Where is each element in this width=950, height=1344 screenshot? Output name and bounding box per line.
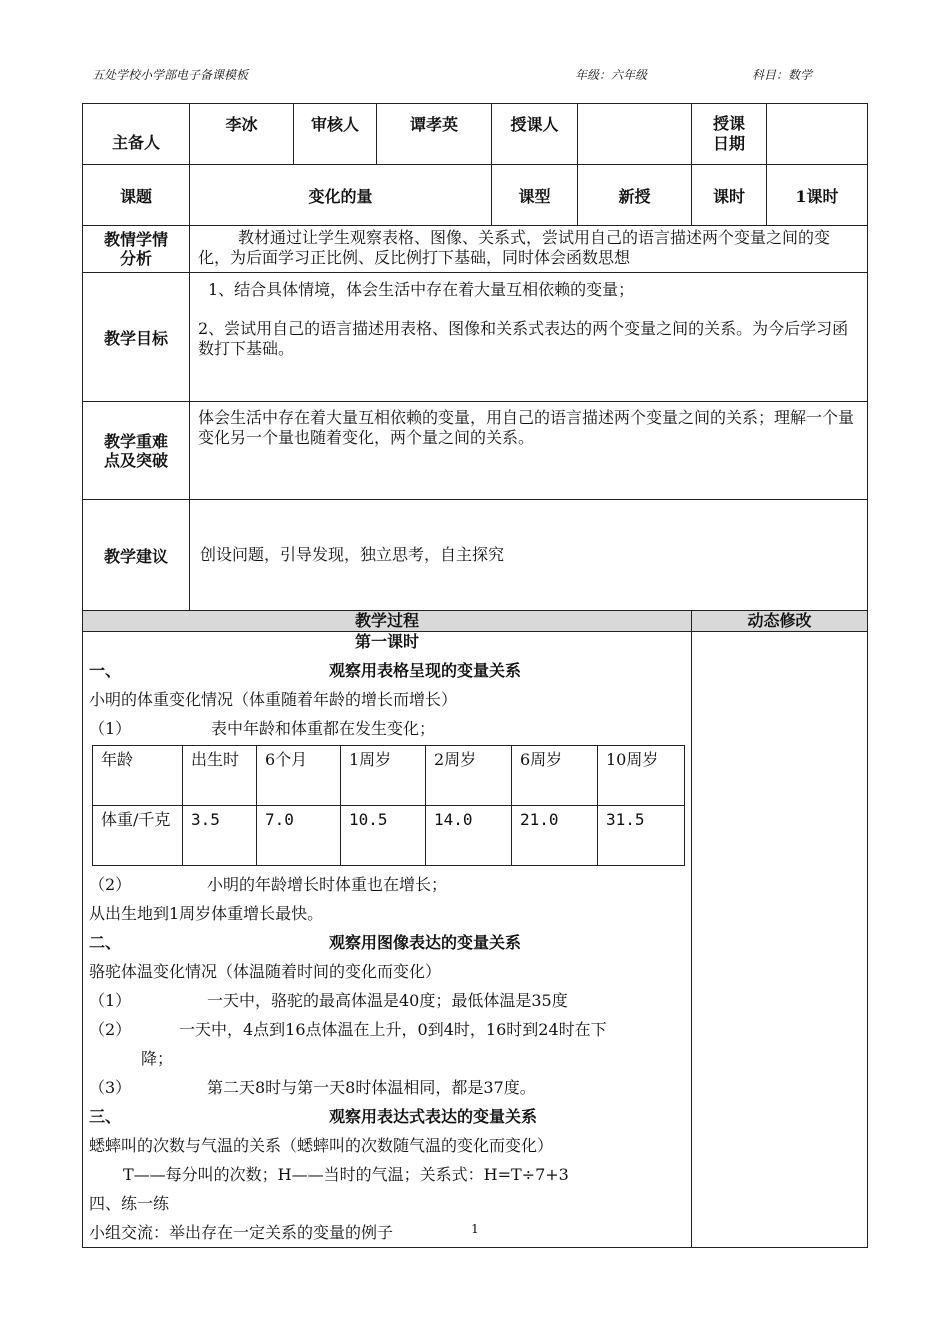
section-3-title: 三、 观察用表达式表达的变量关系 — [89, 1107, 538, 1126]
hours-label: 课时 — [692, 165, 767, 226]
lesson-plan-table — [82, 103, 868, 1248]
lead-label: 主备人 — [83, 104, 190, 165]
table-header-cell: 10周岁 — [598, 746, 685, 806]
reviewer-value: 谭孝英 — [377, 104, 492, 165]
advice-label: 教学建议 — [83, 500, 190, 611]
section-3-intro: 蟋蟀叫的次数与气温的关系（蟋蟀叫的次数随气温的变化而变化） — [89, 1136, 554, 1155]
topic-label: 课题 — [83, 165, 190, 226]
table-cell: 14.0 — [426, 806, 512, 866]
section-2-point-1: （1） 一天中，骆驼的最高体温是40度；最低体温是35度 — [89, 991, 568, 1010]
goals-label: 教学目标 — [83, 273, 190, 402]
process-body — [83, 632, 692, 1248]
reviewer-label: 审核人 — [294, 104, 377, 165]
analysis-text: 教材通过让学生观察表格、图像、关系式，尝试用自己的语言描述两个变量之间的变化，为后面学习正比例、反比例打下基础，同时体会函数思想 — [190, 226, 868, 273]
section-2-point-3: （3） 第二天8时与第一天8时体温相同，都是37度。 — [89, 1078, 536, 1097]
revise-column — [692, 632, 868, 1248]
keypoints-label: 教学重难 点及突破 — [83, 402, 190, 500]
section-1-intro: 小明的体重变化情况（体重随着年龄的增长而增长） — [89, 690, 458, 709]
table-header-cell: 年龄 — [93, 746, 183, 806]
table-cell: 31.5 — [598, 806, 685, 866]
goals-text: 1、结合具体情境，体会生活中存在着大量互相依赖的变量； 2、尝试用自己的语言描述用表格、图像和关系式表达的两个变量之间的关系。为今后学习函数打下基础。 — [190, 273, 868, 402]
revise-header: 动态修改 — [692, 611, 868, 632]
lead-value: 李冰 — [190, 104, 294, 165]
section-1-title: 一、 观察用表格呈现的变量关系 — [89, 661, 522, 680]
date-label: 授课 日期 — [692, 104, 767, 165]
table-header-cell: 2周岁 — [426, 746, 512, 806]
table-header-cell: 6个月 — [257, 746, 341, 806]
topic-value: 变化的量 — [190, 165, 492, 226]
teacher-label: 授课人 — [492, 104, 578, 165]
table-header-cell: 1周岁 — [341, 746, 426, 806]
hours-value: 1课时 — [767, 165, 868, 226]
header-school: 五处学校小学部电子备课模板 — [92, 68, 249, 82]
analysis-label: 教情学情 分析 — [83, 226, 190, 273]
section-3-formula: T——每分叫的次数；H——当时的气温；关系式：H=T÷7+3 — [123, 1165, 569, 1184]
section-1-point-2: （2） 小明的年龄增长时体重也在增长； — [89, 875, 448, 894]
section-4-title: 四、练一练 — [89, 1194, 170, 1213]
section-2-title: 二、 观察用图像表达的变量关系 — [89, 933, 522, 952]
table-cell: 3.5 — [183, 806, 257, 866]
advice-text: 创设问题，引导发现，独立思考，自主探究 — [190, 500, 868, 611]
type-label: 课型 — [492, 165, 578, 226]
section-1-point-1: （1） 表中年龄和体重都在发生变化； — [89, 719, 436, 738]
section-1-point-3: 从出生地到1周岁体重增长最快。 — [89, 904, 324, 923]
keypoints-text: 体会生活中存在着大量互相依赖的变量，用自己的语言描述两个变量之间的关系；理解一个量变化另一个量也随着变化，两个量之间的关系。 — [190, 402, 868, 500]
table-cell: 10.5 — [341, 806, 426, 866]
table-header-cell: 出生时 — [183, 746, 257, 806]
type-value: 新授 — [578, 165, 692, 226]
header-grade: 年级：六年级 — [575, 68, 648, 82]
page-number: 1 — [471, 1222, 479, 1236]
section-2-intro: 骆驼体温变化情况（体温随着时间的变化而变化） — [89, 962, 442, 981]
section-2-point-2: （2） 一天中，4点到16点体温在上升，0到4时，16时到24时在下 — [89, 1020, 607, 1039]
teacher-value — [578, 104, 692, 165]
table-header-cell: 6周岁 — [512, 746, 598, 806]
process-header: 教学过程 — [83, 611, 692, 632]
header-subject: 科目：数学 — [752, 68, 813, 82]
table-cell: 7.0 — [257, 806, 341, 866]
section-2-point-2-cont: 降； — [141, 1049, 174, 1068]
table-cell: 体重/千克 — [93, 806, 183, 866]
section-4-text: 小组交流：举出存在一定关系的变量的例子 — [89, 1223, 394, 1242]
date-value — [767, 104, 868, 165]
table-cell: 21.0 — [512, 806, 598, 866]
lesson-title: 第一课时 — [354, 632, 419, 651]
weight-table — [92, 745, 685, 866]
